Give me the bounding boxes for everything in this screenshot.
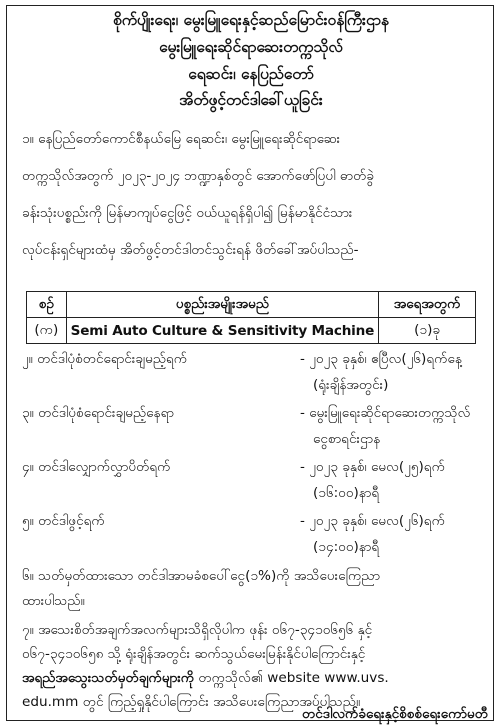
intro-line-2: တက္ကသိုလ်အတွက် ၂၀၂၃-၂၀၂၄ ဘဏ္ဍာနှစ်တွင် အောက်ဖော်ပြပါ ဓာတ်ခွဲ bbox=[22, 168, 374, 184]
para7-line-1: ၇။ အသေးစိတ်အချက်အလက်များသိရှိလိုပါက ဖုန်း ၀၆၇-၃၄၁၀၆၅၆ နှင့် bbox=[22, 622, 373, 638]
row-qty: (၁)ခု bbox=[379, 318, 476, 344]
schedule-value-sale-place: - မွေးမြူရေးဆိုင်ရာဆေးတက္ကသိုလ် bbox=[300, 405, 471, 421]
schedule-value-sale-date: - ၂၀၂၃ ခုနှစ်၊ ဧပြီလ(၂၆)ရက်နေ့ bbox=[300, 351, 462, 367]
col-header-qty: အရေအတွက် bbox=[379, 292, 476, 318]
col-header-item: ပစ္စည်းအမျိုးအမည် bbox=[66, 292, 378, 318]
para7-line-4: edu.mm တွင် ကြည့်ရှုနိုင်ပါကြောင်း အသိပေးကြေညာအပ်ပါသည်။ bbox=[22, 694, 361, 710]
notice-title: အိတ်ဖွင့်တင်ဒါခေါ်ယူခြင်း bbox=[179, 91, 323, 109]
quality-spec-bold-text: အရည်အသွေးသတ်မှတ်ချက်များကို bbox=[22, 670, 195, 686]
para7-line-2: ၀၆၇-၃၄၁၀၆၅၈ သို့ ရုံးချိန်အတွင်း ဆက်သွယ်မေးမြန်းနိုင်ပါကြောင်းနှင့် bbox=[22, 646, 366, 662]
para6-line-2: ထားပါသည်။ bbox=[22, 593, 85, 609]
row-no: (က) bbox=[27, 318, 67, 344]
table-header-row bbox=[27, 292, 476, 318]
schedule-value-open-date: - ၂၀၂၃ ခုနှစ်၊ မေလ(၂၆)ရက် bbox=[300, 513, 445, 529]
schedule-note-open-date: (၁၄:၀၀)နာရီ bbox=[313, 539, 380, 555]
intro-line-1: ၁။ နေပြည်တော်ကောင်စီနယ်မြေ ရေဆင်း၊ မွေးမြူရေးဆိုင်ရာဆေး bbox=[22, 131, 341, 147]
para6-line-1: ၆။ သတ်မှတ်ထားသော တင်ဒါအာမခံစပေါ်ငွေ(၁%)ကို အသိပေးကြေညာ bbox=[22, 568, 381, 584]
ministry-title: စိုက်ပျိုးရေး၊ မွေးမြူရေးနှင့်ဆည်မြောင်းဝန်ကြီးဌာန bbox=[113, 11, 389, 29]
university-title: မွေးမြူရေးဆိုင်ရာဆေးတက္ကသိုလ် bbox=[159, 38, 343, 56]
row-item-name: Semi Auto Culture & Sensitivity Machine bbox=[66, 318, 378, 344]
schedule-note-sale-date: (ရုံးချိန်အတွင်း) bbox=[313, 377, 389, 393]
table-row bbox=[27, 318, 476, 344]
location-title: ရေဆင်း၊ နေပြည်တော် bbox=[188, 65, 314, 83]
schedule-label-open-date: ၅။ တင်ဒါဖွင့်ရက် bbox=[22, 513, 105, 529]
schedule-label-close-date: ၄။ တင်ဒါလျှောက်လွှာပိတ်ရက် bbox=[22, 459, 171, 475]
schedule-label-sale-place: ၃။ တင်ဒါပုံစံရောင်းချမည့်နေရာ bbox=[22, 405, 174, 421]
website-text: တက္ကသိုလ်၏ website www.uvs. bbox=[194, 670, 389, 686]
col-header-no: စဉ် bbox=[27, 292, 67, 318]
para7-line-3 bbox=[22, 672, 389, 686]
schedule-value-close-date: - ၂၀၂၃ ခုနှစ်၊ မေလ(၂၅)ရက် bbox=[300, 459, 445, 475]
intro-line-4: လုပ်ငန်းရှင်များထံမှ အိတ်ဖွင့်တင်ဒါတင်သွင်းရန် ဖိတ်ခေါ်အပ်ပါသည်- bbox=[22, 242, 359, 258]
committee-signature: တင်ဒါလက်ခံရေးနှင့်စိစစ်ရေးကော်မတီ bbox=[302, 706, 488, 722]
schedule-note-sale-place: ငွေစာရင်းဌာန bbox=[313, 431, 381, 447]
intro-line-3: ခန်းသုံးပစ္စည်းကို မြန်မာကျပ်ငွေဖြင့် ဝယ်ယူရန်ရှိပါ၍ မြန်မာနိုင်ငံသား bbox=[22, 205, 353, 221]
schedule-label-sale-date: ၂။ တင်ဒါပုံစံတင်ရောင်းချမည့်ရက် bbox=[22, 351, 188, 367]
schedule-note-close-date: (၁၆:၀၀)နာရီ bbox=[313, 485, 380, 501]
items-table bbox=[26, 291, 476, 344]
